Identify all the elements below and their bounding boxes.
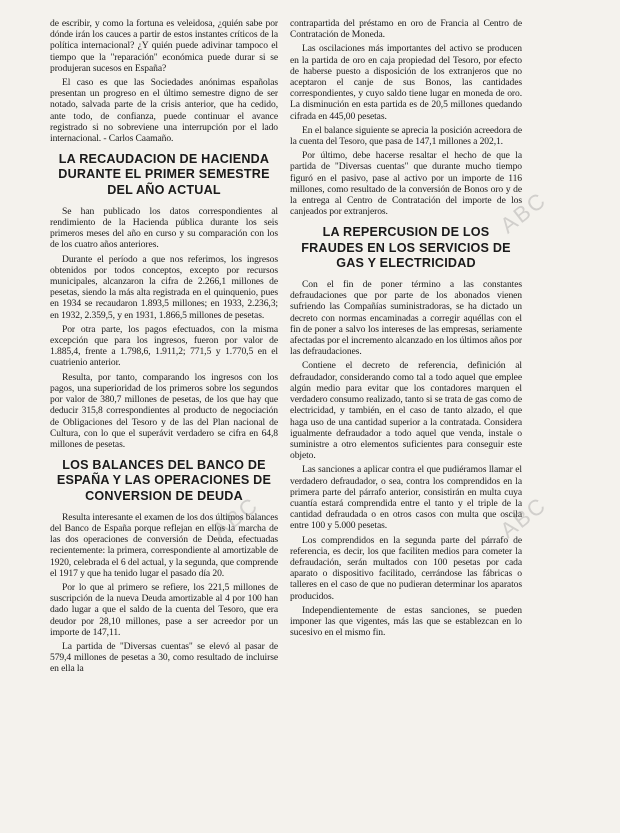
continuation-paragraph: Por último, debe hacerse resaltar el hecho de que la partida de "Diversas cuentas" que durante mucho tiempo figuró en el pasivo, pase al activo por un importe de 116 millones, como resultado de la conversión de Bonos oro y de la entrega al Centro de Contratación del importe de los canjeados por extranjeros. [290,150,522,218]
section-heading-recaudacion: LA RECAUDACION DE HACIENDA DURANTE EL PRIMER SEMESTRE DEL AÑO ACTUAL [58,152,270,197]
section1-paragraph: Se han publicado los datos correspondientes al rendimiento de la Hacienda pública durante los seis primeros meses del año en curso y su comparación con los de los cuatro años anteriores. [50,205,278,251]
section-heading-balances: LOS BALANCES DEL BANCO DE ESPAÑA Y LAS OPERACIONES DE CONVERSION DE DEUDA [56,458,272,503]
section3-paragraph: Independientemente de estas sanciones, se pueden imponer las que vigentes, más las que se establezcan en lo sucesivo en el mismo fin. [290,604,522,639]
intro-paragraph-1: de escribir, y como la fortuna es veleidosa, ¿quién sabe por dónde irán los cauces a partir de estos instantes críticos de la política internacional? ¿Y quién puede adivinar tampoco el tiempo que la "reparación" económica puede durar si se produjeran sucesos en España? [50,18,278,74]
section1-paragraph: Por otra parte, los pagos efectuados, con la misma excepción que para los ingresos, fueron por valor de 1.885,4, frente a 1.798,6, 1.911,2; 771,5 y 1.770,5 en el cuatrienio anterior. [50,323,278,369]
section1-paragraph: Resulta, por tanto, comparando los ingresos con los pagos, una superioridad de los primeros sobre los segundos por valor de 380,7 millones de pesetas, de los que hay que deducir 315,8 correspondientes al producto de negociación de Obligaciones del Tesoro y de las del Plan nacional de Cultura, con lo que el superávit verdadero se cifra en 64,8 millones de pesetas. [50,371,278,450]
section1-paragraph: Durante el período a que nos referimos, los ingresos obtenidos por todos conceptos, excepto por recursos municipales, alcanzaron la cifra de 2.266,1 millones de pesetas, siendo la más alta registrada en el quinquenio, pues en 1934 se recaudaron 1.893,5 millones; en 1933, 2.236,3; en 1932, 2.359,5, y en 1931, 1.866,5 millones de pesetas. [50,253,278,321]
abc-watermark-stamp: ABC [207,491,264,544]
left-column [50,18,278,678]
abc-watermark-stamp: ABC [495,186,552,239]
section2-paragraph: Resulta interesante el examen de los dos últimos balances del Banco de España porque reflejan en ellos la marcha de las dos operaciones de conversión de Deuda, efectuadas recientemente: la primera, correspondiente al amortizable de 1920, celebrada el 6 del actual, y la segunda, que comprende el 1917 y que ha tenido lugar el pasado día 20. [50,511,278,579]
section3-paragraph: Contiene el decreto de referencia, definición al defraudador, considerando como tal a todo aquel que emplee algún medio para evitar que los contadores marquen el verdadero consumo realizado, tanto si se trata de gas como de electricidad, y también, en el caso de tanto alzado, el que haga uso de una cantidad superior a la contratada. Considera igualmente defraudador a todo aquel que venda, instale o suministre a otro elementos suficientes para conseguir este objeto. [290,360,522,462]
intro-paragraph-2: El caso es que las Sociedades anónimas españolas presentan un progreso en el último semestre digno de ser notado, salvada parte de la crisis anterior, que ha cedido, ante todo, de confianza, puede continuar el avance registrado si no sobreviene una interrupción por el lado internacional. - Carlos Caamaño. [50,77,278,145]
section3-paragraph: Los comprendidos en la segunda parte del párrafo de referencia, es decir, los que faciliten medios para cometer la defraudación, serán multados con 100 pesetas por cada aparato o dispositivo facilitado, cerrándose las fábricas o talleres en el caso de que no pudieran determinar los aparatos producidos. [290,534,522,602]
section-heading-fraudes: LA REPERCUSION DE LOS FRAUDES EN LOS SERVICIOS DE GAS Y ELECTRICIDAD [301,225,511,270]
section2-paragraph: Por lo que al primero se refiere, los 221,5 millones de suscripción de la nueva Deuda amortizable al 4 por 100 han dado lugar a que el saldo de la cuenta del Tesoro, que era deudor por 28,10 millones, pase a ser acreedor por un importe de 147,11. [50,581,278,638]
continuation-paragraph: Las oscilaciones más importantes del activo se producen en la partida de oro en caja propiedad del Tesoro, por efecto de haberse puesto a disposición de los extranjeros que no aceptaron el canje de sus Bonos, las cantidades correspondientes, y cuyo saldo tiene lugar en moneda de oro. La disminución en esta partida es de 20,5 millones quedando cifrada en 445,00 pesetas. [290,43,522,122]
abc-watermark-stamp: ABC [495,491,552,544]
section3-paragraph: Con el fin de poner término a las constantes defraudaciones que por parte de los abonados vienen sufriendo las Compañías suministradoras, se ha dictado un decreto con normas encaminadas a corregir aquéllas con el fin de poner a salvo los intereses de las empresas, seriamente afectadas por el incremento alcanzado en los últimos años por las defraudaciones. [290,279,522,358]
right-column [290,18,522,641]
continuation-paragraph: contrapartida del préstamo en oro de Francia al Centro de Contratación de Moneda. [290,18,522,41]
section2-paragraph: La partida de "Diversas cuentas" se elevó al pasar de 579,4 millones de pesetas a 30, como resultado de incluirse en ella la [50,640,278,675]
section3-paragraph: Las sanciones a aplicar contra el que pudiéramos llamar el verdadero defraudador, o sea, contra los comprendidos en la primera parte del párrafo anterior, consistirán en multa cuya cuantía estará comprendida entre el tanto y el triple de la cantidad defraudada o en otros casos con multa que oscila entre 100 y 5.000 pesetas. [290,464,522,532]
continuation-paragraph: En el balance siguiente se aprecia la posición acreedora de la cuenta del Tesoro, que pasa de 147,1 millones a 202,1. [290,124,522,148]
